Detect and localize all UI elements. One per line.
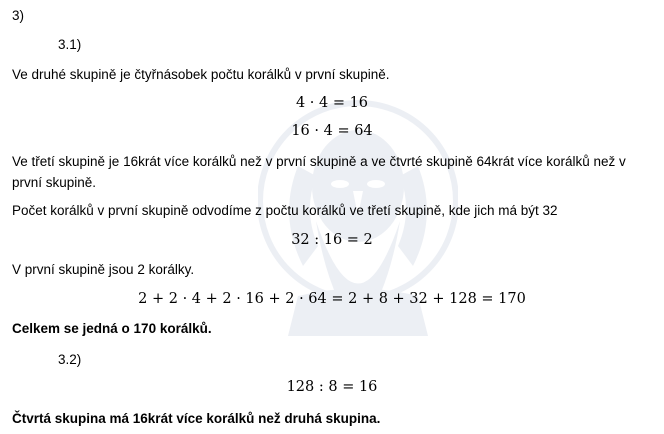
equation-total-sum: 2 + 2 · 4 + 2 · 16 + 2 · 64 = 2 + 8 + 32 + 128 = 170 <box>138 291 526 307</box>
paragraph-derive-first-group: Počet korálků v první skupině odvodíme z počtu korálků ve třetí skupině, kde jich má být 32 <box>12 203 558 218</box>
paragraph-first-group-count: V první skupině jsou 2 korálky. <box>12 262 195 277</box>
subsection-label-3-1: 3.1) <box>58 37 82 52</box>
result-fourth-vs-second: Čtvrtá skupina má 16krát více korálků než druhá skupina. <box>12 411 381 426</box>
equation-4x4: 4 · 4 = 16 <box>295 95 369 111</box>
subsection-label-3-2: 3.2) <box>58 352 82 367</box>
equation-32-div-16: 32 : 16 = 2 <box>291 232 373 248</box>
equation-128-div-8: 128 : 8 = 16 <box>286 379 378 395</box>
result-total-beads: Celkem se jedná o 170 korálků. <box>12 321 212 336</box>
paragraph-second-group: Ve druhé skupině je čtyřnásobek počtu korálků v první skupině. <box>12 67 390 82</box>
section-number: 3) <box>12 8 25 23</box>
paragraph-third-fourth-group: Ve třetí skupině je 16krát více korálků než v první skupině a ve čtvrté skupině 64krát více korálků než v první skupině. <box>12 154 626 190</box>
equation-16x4: 16 · 4 = 64 <box>291 123 373 139</box>
